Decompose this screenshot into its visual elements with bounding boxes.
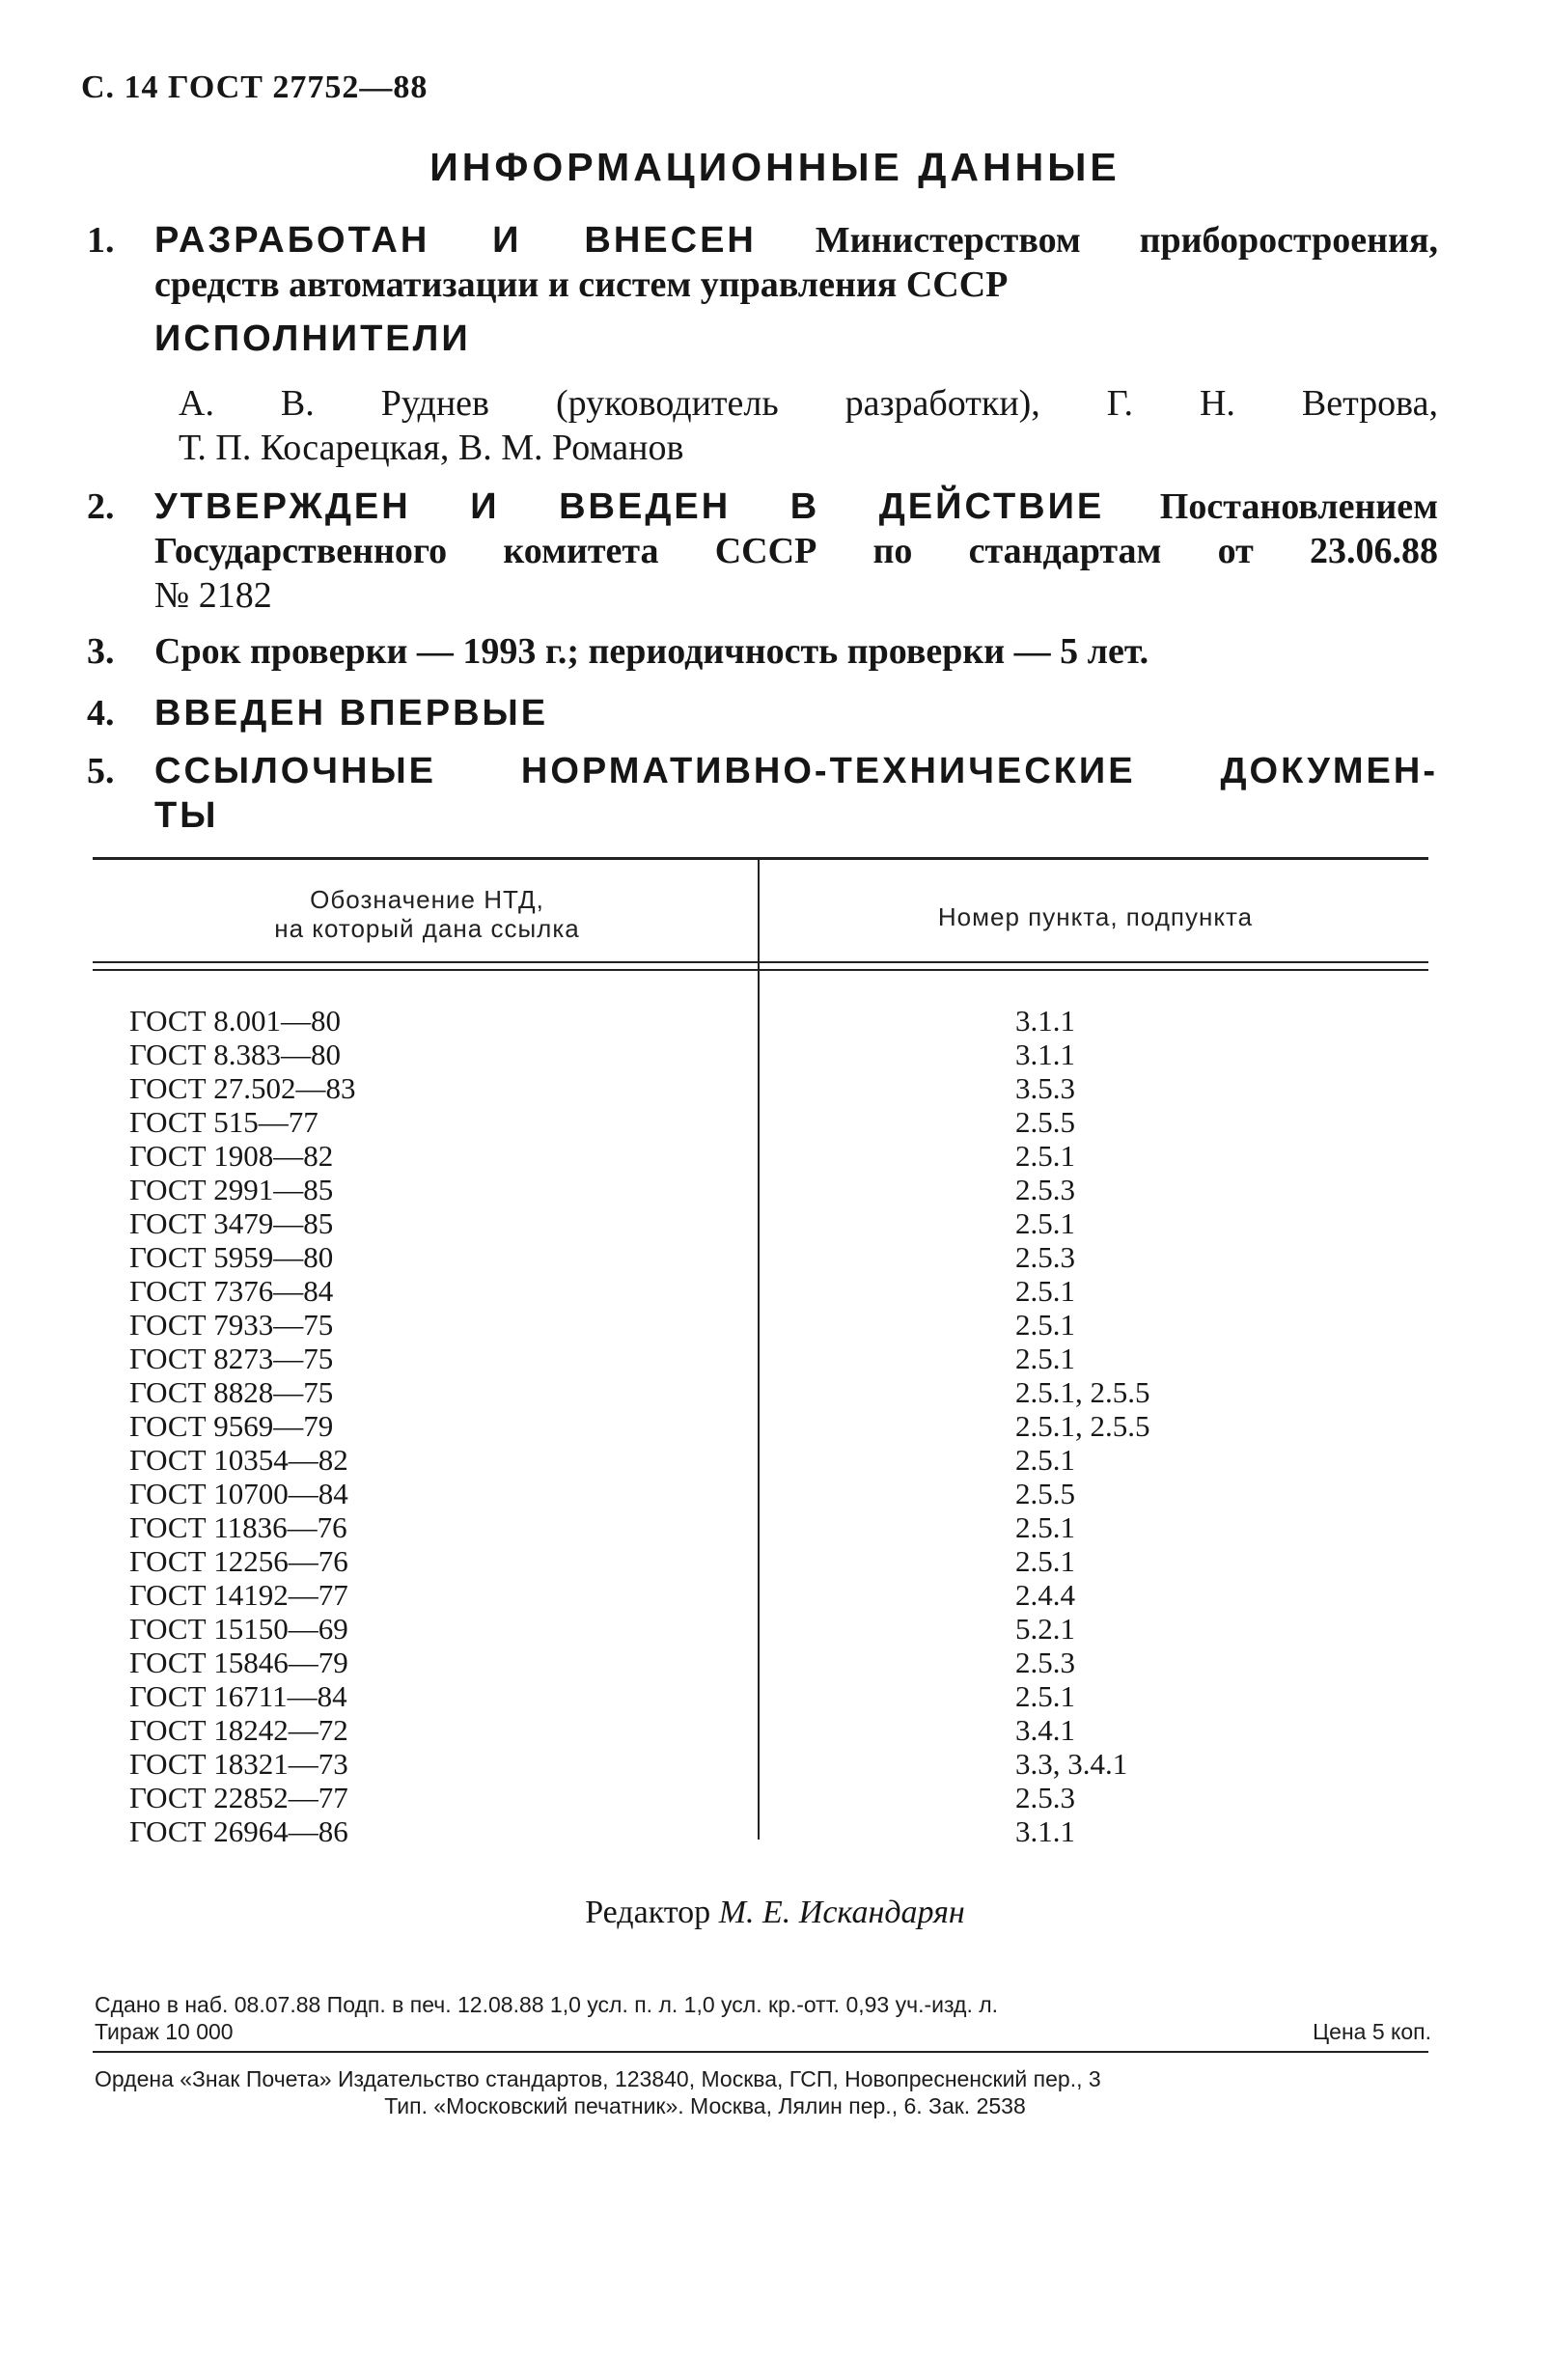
table-cell-clause: 2.5.1 [1015, 1139, 1075, 1173]
table-cell-clause: 2.5.1 [1015, 1679, 1075, 1713]
section-text-line: Министерством приборостроения, [815, 220, 1439, 261]
table-cell-clause: 2.5.1 [1015, 1510, 1075, 1544]
table-cell-designation: ГОСТ 10354—82 [129, 1443, 348, 1477]
table-cell-clause: 3.1.1 [1015, 1004, 1075, 1038]
table-header-rule [93, 961, 1428, 963]
table-cell-designation: ГОСТ 7376—84 [129, 1274, 334, 1308]
section-number: 4. [87, 693, 115, 733]
section-caps: РАЗРАБОТАН И ВНЕСЕН [154, 220, 757, 261]
section-text: Срок проверки — 1993 г.; периодичность проверки — 5 лет. [154, 631, 1149, 672]
table-cell-designation: ГОСТ 8273—75 [129, 1342, 334, 1375]
section-text-line: Постановлением [1159, 486, 1439, 527]
table-cell-clause: 2.5.1 [1015, 1342, 1075, 1375]
section-text-line: № 2182 [154, 575, 272, 616]
table-header-line: на который дана ссылка [274, 914, 580, 943]
table-cell-clause: 2.5.1 [1015, 1443, 1075, 1477]
section-4 [87, 691, 1438, 735]
table-cell-clause: 3.5.3 [1015, 1071, 1075, 1105]
table-cell-clause: 2.5.5 [1015, 1105, 1075, 1139]
table-header-clause: Номер пункта, подпункта [937, 902, 1254, 931]
table-cell-clause: 5.2.1 [1015, 1612, 1075, 1646]
table-cell-clause: 2.5.5 [1015, 1477, 1075, 1510]
table-cell-clause: 2.5.1, 2.5.5 [1015, 1409, 1150, 1443]
section-number: 5. [87, 751, 115, 791]
section-number: 3. [87, 631, 115, 672]
table-cell-designation: ГОСТ 8828—75 [129, 1375, 334, 1409]
section-text [154, 691, 1438, 735]
document-title: ИНФОРМАЦИОННЫЕ ДАННЫЕ [429, 145, 1121, 189]
section-number: 1. [87, 220, 115, 261]
imprint-dates: Сдано в наб. 08.07.88 Подп. в печ. 12.08.88 1,0 усл. п. л. 1,0 усл. кр.-отт. 0,93 уч.-изд. л. [95, 1992, 999, 2017]
table-cell-clause: 3.1.1 [1015, 1814, 1075, 1848]
section-text [154, 218, 1438, 263]
section-number: 2. [87, 486, 115, 527]
table-cell-designation: ГОСТ 16711—84 [129, 1679, 347, 1713]
imprint-print-run: Тираж 10 000 [95, 2019, 234, 2044]
section-caps: ССЫЛОЧНЫЕ НОРМАТИВНО-ТЕХНИЧЕСКИЕ ДОКУМЕН- [154, 751, 1438, 791]
table-cell-clause: 3.3, 3.4.1 [1015, 1747, 1128, 1781]
printing-house-line: Тип. «Московский печатник». Москва, Лялин пер., 6. Зак. 2538 [384, 2093, 1026, 2118]
table-header-line: Обозначение НТД, [310, 885, 544, 914]
table-cell-designation: ГОСТ 7933—75 [129, 1308, 334, 1342]
table-cell-designation: ГОСТ 14192—77 [129, 1578, 348, 1612]
table-cell-designation: ГОСТ 3479—85 [129, 1206, 334, 1240]
table-header-rule [93, 969, 1428, 971]
imprint [95, 1991, 1431, 2045]
table-column-clause [1015, 1004, 1401, 1848]
table-cell-clause: 2.5.1 [1015, 1308, 1075, 1342]
editor-name: М. Е. Искандарян [718, 1895, 965, 1930]
table-cell-clause: 2.5.1 [1015, 1544, 1075, 1578]
section-text [154, 484, 1438, 529]
editor-credit [0, 1895, 1550, 1931]
table-column-designation [129, 1004, 631, 1848]
table-cell-clause: 2.5.1 [1015, 1206, 1075, 1240]
table-cell-designation: ГОСТ 2991—85 [129, 1173, 334, 1206]
table-cell-designation: ГОСТ 9569—79 [129, 1409, 334, 1443]
section-caps: УТВЕРЖДЕН И ВВЕДЕН В ДЕЙСТВИЕ [154, 486, 1105, 527]
table-cell-designation: ГОСТ 8.001—80 [129, 1004, 342, 1038]
executors-heading: ИСПОЛНИТЕЛИ [154, 318, 471, 359]
running-head: С. 14 ГОСТ 27752—88 [81, 69, 429, 105]
table-cell-clause: 2.5.3 [1015, 1781, 1075, 1814]
imprint-price: Цена 5 коп. [1313, 2019, 1431, 2044]
table-cell-designation: ГОСТ 515—77 [129, 1105, 318, 1139]
table-cell-designation: ГОСТ 10700—84 [129, 1477, 348, 1510]
section-text-line: средств автоматизации и систем управления СССР [154, 264, 1009, 305]
table-cell-designation: ГОСТ 5959—80 [129, 1240, 334, 1274]
table-cell-designation: ГОСТ 18242—72 [129, 1713, 348, 1747]
table-cell-clause: 2.5.3 [1015, 1173, 1075, 1206]
table-cell-clause: 2.5.1, 2.5.5 [1015, 1375, 1150, 1409]
table-cell-designation: ГОСТ 15846—79 [129, 1646, 348, 1679]
table-cell-designation: ГОСТ 15150—69 [129, 1612, 348, 1646]
section-text-line: Государственного комитета СССР по стандартам от 23.06.88 [154, 531, 1438, 571]
table-cell-designation: ГОСТ 26964—86 [129, 1814, 348, 1848]
imprint-line [95, 2018, 1431, 2045]
executors-line: Т. П. Косарецкая, В. М. Романов [179, 428, 684, 468]
table-header-designation [106, 885, 748, 943]
table-cell-designation: ГОСТ 12256—76 [129, 1544, 348, 1578]
section-5 [87, 749, 1438, 838]
table-cell-clause: 2.5.3 [1015, 1646, 1075, 1679]
imprint-line [95, 1991, 1431, 2018]
table-cell-clause: 3.4.1 [1015, 1713, 1075, 1747]
section-1 [87, 218, 1438, 307]
table-cell-clause: 2.5.3 [1015, 1240, 1075, 1274]
table-column-divider [758, 859, 760, 1840]
section-3 [87, 629, 1438, 674]
table-cell-designation: ГОСТ 18321—73 [129, 1747, 348, 1781]
imprint-rule [93, 2051, 1428, 2053]
editor-label: Редактор [585, 1895, 711, 1930]
table-cell-clause: 2.4.4 [1015, 1578, 1075, 1612]
section-caps: ВВЕДЕН ВПЕРВЫЕ [154, 693, 549, 733]
table-cell-designation: ГОСТ 8.383—80 [129, 1038, 342, 1071]
table-cell-clause: 3.1.1 [1015, 1038, 1075, 1071]
printer-info [95, 2065, 1431, 2119]
table-top-rule [93, 857, 1428, 860]
table-cell-clause: 2.5.1 [1015, 1274, 1075, 1308]
executors-line: А. В. Руднев (руководитель разработки), Г. Н. Ветрова, [179, 383, 1438, 424]
section-2 [87, 484, 1438, 618]
publisher-line: Ордена «Знак Почета» Издательство стандартов, 123840, Москва, ГСП, Новопресненский пер., 3 [95, 2066, 1101, 2091]
table-cell-designation: ГОСТ 27.502—83 [129, 1071, 356, 1105]
executors-list [179, 381, 1438, 470]
table-cell-designation: ГОСТ 22852—77 [129, 1781, 348, 1814]
table-cell-designation: ГОСТ 11836—76 [129, 1510, 347, 1544]
table-cell-designation: ГОСТ 1908—82 [129, 1139, 334, 1173]
section-caps: ТЫ [154, 795, 219, 836]
